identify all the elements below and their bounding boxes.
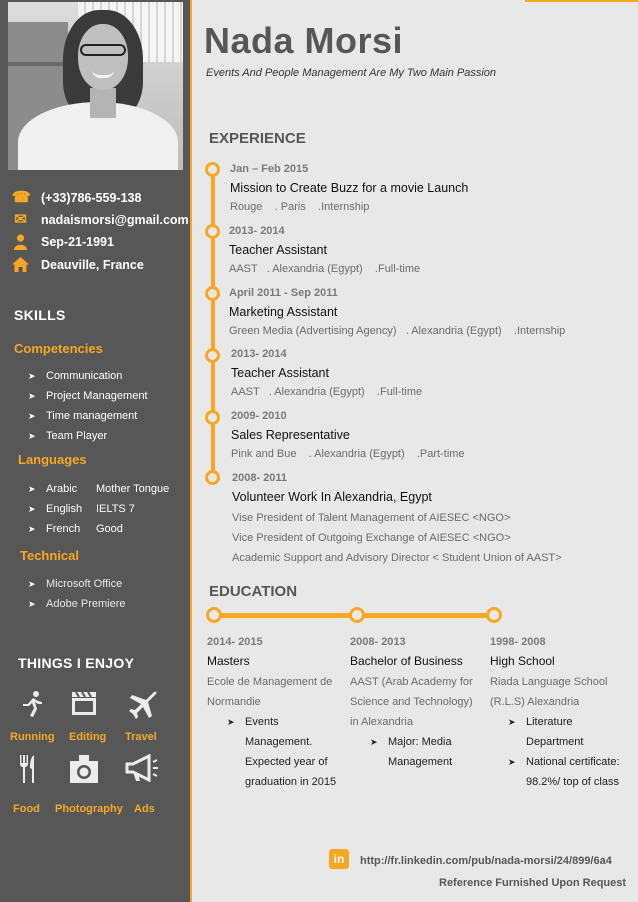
- list-item: Management.: [245, 736, 313, 748]
- experience-timeline: [211, 170, 215, 480]
- list-item: ➤ Arabic Mother Tongue: [28, 483, 170, 495]
- page-title: Nada Morsi: [204, 20, 404, 61]
- experience-date: 2013- 2014: [229, 225, 285, 237]
- hobbies-heading: THINGS I ENJOY: [18, 655, 135, 671]
- list-item: ➤ Adobe Premiere: [28, 598, 126, 610]
- list-item: ➤ Major: Media: [370, 736, 452, 748]
- list-item: ➤ English IELTS 7: [28, 503, 135, 515]
- experience-item: [231, 410, 631, 464]
- list-item: ➤ Events: [227, 716, 279, 728]
- experience-place: Rouge . Paris .Internship: [230, 201, 370, 213]
- experience-item: [230, 163, 630, 217]
- contact-phone: [12, 190, 141, 205]
- phone-text: (+33)786-559-138: [41, 190, 142, 205]
- list-item: Management: [388, 756, 453, 768]
- camera-icon: [56, 754, 112, 786]
- airplane-icon: [115, 690, 171, 722]
- education-date: 2008- 2013: [350, 636, 406, 648]
- list-item: ➤ Time management: [28, 410, 138, 422]
- education-school: Ecole de Management de: [207, 676, 333, 688]
- experience-role: Mission to Create Buzz for a movie Launch: [230, 181, 469, 195]
- education-school: (R.L.S) Alexandria: [490, 696, 580, 708]
- linkedin-icon[interactable]: in: [329, 849, 349, 869]
- experience-date: 2013- 2014: [231, 348, 287, 360]
- hobby-label-travel: Travel: [125, 731, 157, 743]
- languages-heading: Languages: [18, 452, 87, 467]
- list-item: ➤ National certificate:: [508, 756, 620, 768]
- timeline-dot: [349, 607, 365, 623]
- fork-knife-icon: [0, 754, 56, 786]
- hobby-label-food: Food: [13, 803, 40, 815]
- experience-item: [229, 287, 629, 341]
- hobby-label-editing: Editing: [69, 731, 107, 743]
- experience-place: AAST . Alexandria (Egypt) .Full-time: [229, 263, 421, 275]
- experience-role: Teacher Assistant: [231, 366, 329, 380]
- contact-email[interactable]: [12, 212, 189, 227]
- education-date: 2014- 2015: [207, 636, 263, 648]
- hobby-label-photography: Photography: [55, 803, 123, 815]
- experience-item: [229, 225, 629, 279]
- timeline-dot: [205, 348, 220, 363]
- list-item: 98.2%/ top of class: [526, 776, 619, 788]
- list-item: ➤ Microsoft Office: [28, 578, 123, 590]
- email-text[interactable]: nadaismorsi@gmail.com: [41, 212, 189, 227]
- experience-heading: EXPERIENCE: [209, 130, 306, 147]
- mail-icon: ✉: [14, 211, 27, 228]
- experience-role: Marketing Assistant: [229, 305, 338, 319]
- list-item: ➤ Project Management: [28, 390, 148, 402]
- tagline: Events And People Management Are My Two Main Passion: [206, 67, 497, 79]
- list-item: Expected year of: [245, 756, 328, 768]
- experience-role: Volunteer Work In Alexandria, Egypt: [232, 490, 432, 504]
- technical-list: [28, 574, 126, 614]
- experience-detail: Vise President of Talent Management of AIESEC <NGO>: [232, 512, 511, 524]
- education-degree: Masters: [207, 654, 250, 668]
- education-item: [350, 636, 490, 772]
- education-school: Science and Technology): [350, 696, 473, 708]
- education-degree: High School: [490, 654, 555, 668]
- list-item: ➤ Literature: [508, 716, 573, 728]
- sidebar-accent-line: [190, 0, 192, 902]
- experience-detail: Academic Support and Advisory Director < Student Union of AAST>: [232, 552, 562, 564]
- experience-date: 2009- 2010: [231, 410, 287, 422]
- timeline-dot: [205, 162, 220, 177]
- reference-note: Reference Furnished Upon Request: [439, 877, 627, 889]
- profile-photo: [8, 2, 183, 170]
- education-item: [207, 636, 347, 792]
- competencies-heading: Competencies: [14, 341, 103, 356]
- education-heading: EDUCATION: [209, 583, 298, 600]
- technical-heading: Technical: [20, 548, 80, 563]
- skills-heading: SKILLS: [14, 307, 66, 323]
- education-school: in Alexandria: [350, 716, 413, 728]
- timeline-dot: [205, 410, 220, 425]
- experience-date: 2008- 2011: [232, 472, 288, 484]
- experience-date: Jan – Feb 2015: [230, 163, 309, 175]
- education-date: 1998- 2008: [490, 636, 546, 648]
- timeline-dot: [205, 470, 220, 485]
- experience-role: Sales Representative: [231, 428, 350, 442]
- education-degree: Bachelor of Business: [350, 654, 463, 668]
- contact-birthdate: [12, 234, 114, 249]
- phone-icon: ☎: [12, 189, 31, 206]
- competencies-list: [28, 366, 148, 446]
- timeline-dot: [205, 224, 220, 239]
- timeline-dot: [205, 286, 220, 301]
- contact-location: [12, 257, 144, 272]
- hobby-label-ads: Ads: [134, 803, 155, 815]
- timeline-dot: [486, 607, 502, 623]
- location-text: Deauville, France: [41, 257, 144, 272]
- experience-role: Teacher Assistant: [229, 243, 327, 257]
- megaphone-icon: [114, 754, 170, 786]
- list-item: ➤ Communication: [28, 370, 123, 382]
- experience-place: AAST . Alexandria (Egypt) .Full-time: [231, 386, 423, 398]
- experience-place: Pink and Bue . Alexandria (Egypt) .Part-time: [231, 448, 465, 460]
- education-school: AAST (Arab Academy for: [350, 676, 473, 688]
- education-school: Riada Language School: [490, 676, 608, 688]
- education-item: [490, 636, 630, 792]
- experience-detail: Vice President of Outgoing Exchange of AIESEC <NGO>: [232, 532, 511, 544]
- list-item: ➤ Team Player: [28, 430, 108, 442]
- person-icon: [12, 234, 29, 249]
- languages-list: [28, 479, 188, 539]
- list-item: graduation in 2015: [245, 776, 337, 788]
- hobby-label-running: Running: [10, 731, 55, 743]
- linkedin-link[interactable]: http://fr.linkedin.com/pub/nada-morsi/24/899/6a4: [360, 855, 612, 867]
- experience-item: [232, 472, 632, 568]
- top-accent-line: [525, 0, 638, 2]
- timeline-dot: [206, 607, 222, 623]
- education-school: Normandie: [207, 696, 261, 708]
- list-item: ➤ French Good: [28, 523, 123, 535]
- list-item: Department: [526, 736, 584, 748]
- clapperboard-icon: [56, 690, 112, 722]
- running-icon: [4, 690, 60, 722]
- experience-place: Green Media (Advertising Agency) . Alexandria (Egypt) .Internship: [229, 325, 566, 337]
- home-icon: [12, 257, 29, 272]
- experience-item: [231, 348, 631, 402]
- birthdate-text: Sep-21-1991: [41, 234, 114, 249]
- experience-date: April 2011 - Sep 2011: [229, 287, 338, 299]
